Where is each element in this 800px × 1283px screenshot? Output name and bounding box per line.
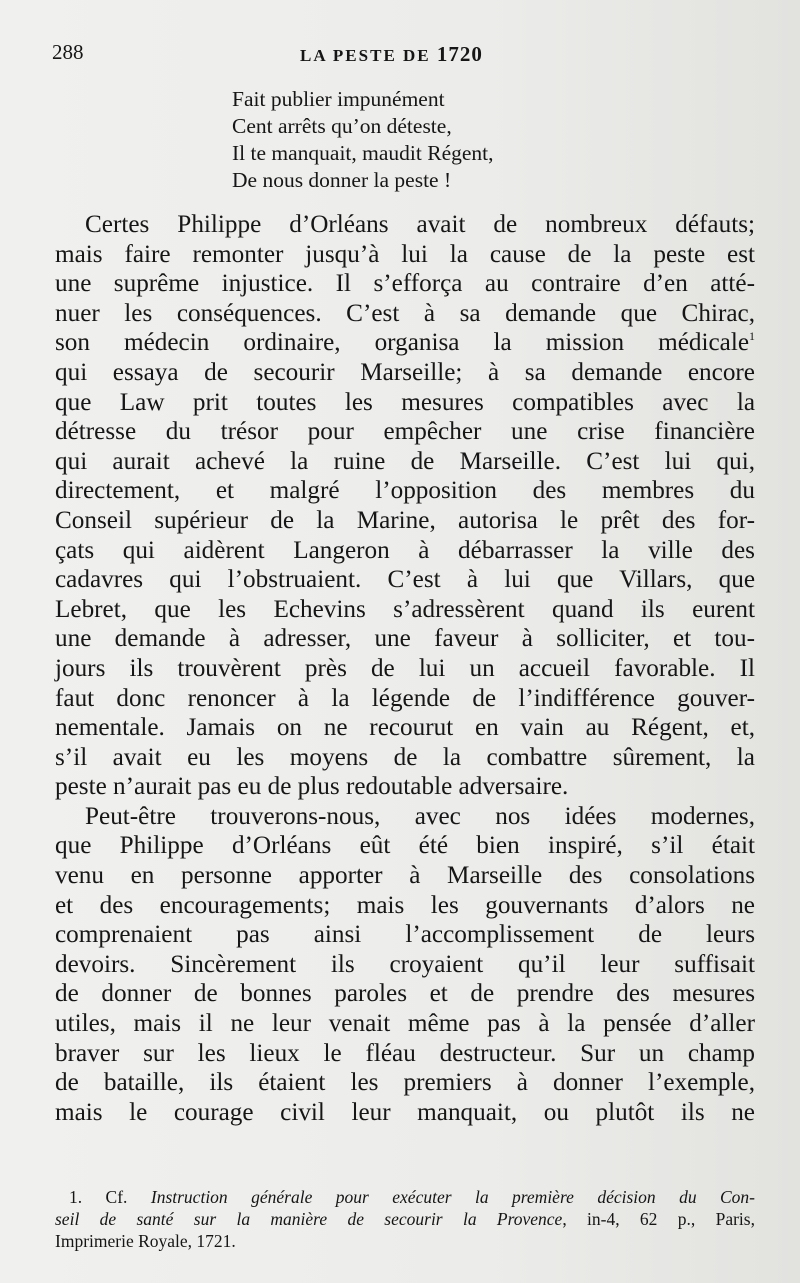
text-line: Conseil supérieur de la Marine, autorisa le prêt des for- <box>55 506 755 534</box>
text-line: utiles, mais il ne leur venait même pas à la pensée d’aller <box>55 1010 755 1038</box>
text-line: devoirs. Sincèrement ils croyaient qu’il leur suffisait <box>55 950 755 978</box>
footnote-title: Instruction générale pour exécuter la première décision du Con- <box>150 1187 756 1207</box>
page-header <box>0 40 800 70</box>
running-title <box>300 42 483 67</box>
text-line: mais faire remonter jusqu’à lui la cause de la peste est <box>55 240 755 268</box>
text-line: s’il avait eu les moyens de la combattre sûrement, la <box>55 743 755 771</box>
footnote-line: Imprimerie Royale, 1721. <box>55 1231 236 1251</box>
text-line: de donner de bonnes paroles et de prendre des mesures <box>55 980 755 1008</box>
verse-quotation <box>232 86 494 194</box>
text-line: venu en personne apporter à Marseille des consolations <box>55 862 755 890</box>
text-line: braver sur les lieux le fléau destructeur. Sur un champ <box>55 1039 755 1067</box>
text-line: jours ils trouvèrent près de lui un accueil favorable. Il <box>55 654 755 682</box>
text-line: de bataille, ils étaient les premiers à donner l’exemple, <box>55 1069 755 1097</box>
footnote-line <box>55 1186 755 1208</box>
text-line: que Philippe d’Orléans eût été bien inspiré, s’il était <box>55 832 755 860</box>
text-line: cadavres qui l’obstruaient. C’est à lui que Villars, que <box>55 566 755 594</box>
footnote-title-cont: seil de santé sur la manière de secourir la Provence <box>55 1209 563 1229</box>
text-line: çats qui aidèrent Langeron à débarrasser la ville des <box>55 536 755 564</box>
footnote-number: 1. Cf. <box>69 1187 128 1207</box>
footnote <box>55 1186 755 1252</box>
text-line: qui essaya de secourir Marseille; à sa demande encore <box>55 358 755 386</box>
text-line: une demande à adresser, une faveur à solliciter, et tou- <box>55 625 755 653</box>
text-line: qui aurait achevé la ruine de Marseille. C’est lui qui, <box>55 447 755 475</box>
verse-line: Il te manquait, maudit Régent, <box>232 141 494 165</box>
footnote-reference: 1 <box>749 329 755 344</box>
footnote-details: , in-4, 62 p., Paris, <box>562 1209 755 1229</box>
text-line: détresse du trésor pour empêcher une crise financière <box>55 418 755 446</box>
text-line: son médecin ordinaire, organisa la mission médicale <box>55 329 749 357</box>
verse-line: Fait publier impunément <box>232 87 445 111</box>
verse-line: De nous donner la peste ! <box>232 168 452 192</box>
text-line: que Law prit toutes les mesures compatibles avec la <box>55 388 755 416</box>
text-line: Lebret, que les Echevins s’adressèrent quand ils eurent <box>55 595 755 623</box>
running-title-text: LA PESTE DE <box>300 46 437 65</box>
body-text <box>55 210 755 1127</box>
page-number: 288 <box>52 40 84 64</box>
text-line: faut donc renoncer à la légende de l’indifférence gouver- <box>55 684 755 712</box>
paragraph-2 <box>55 802 755 1128</box>
text-line: nementale. Jamais on ne recourut en vain au Régent, et, <box>55 714 755 742</box>
text-line: mais le courage civil leur manquait, ou plutôt ils ne <box>55 1098 755 1126</box>
text-line: nuer les conséquences. C’est à sa demande que Chirac, <box>55 299 755 327</box>
text-line: une suprême injustice. Il s’efforça au contraire d’en atté- <box>55 270 755 298</box>
text-line: Certes Philippe d’Orléans avait de nombreux défauts; <box>85 211 755 238</box>
footnote-line <box>55 1208 755 1230</box>
running-title-year: 1720 <box>436 42 483 66</box>
text-line: peste n’aurait pas eu de plus redoutable adversaire. <box>55 773 569 801</box>
text-line: directement, et malgré l’opposition des membres du <box>55 477 755 505</box>
paragraph-1 <box>55 210 755 802</box>
text-line: Peut-être trouverons-nous, avec nos idées modernes, <box>85 802 755 830</box>
text-line: et des encouragements; mais les gouvernants d’alors ne <box>55 891 755 919</box>
text-line-with-note <box>55 328 755 358</box>
verse-line: Cent arrêts qu’on déteste, <box>232 114 452 138</box>
text-line: comprenaient pas ainsi l’accomplissement de leurs <box>55 921 755 949</box>
